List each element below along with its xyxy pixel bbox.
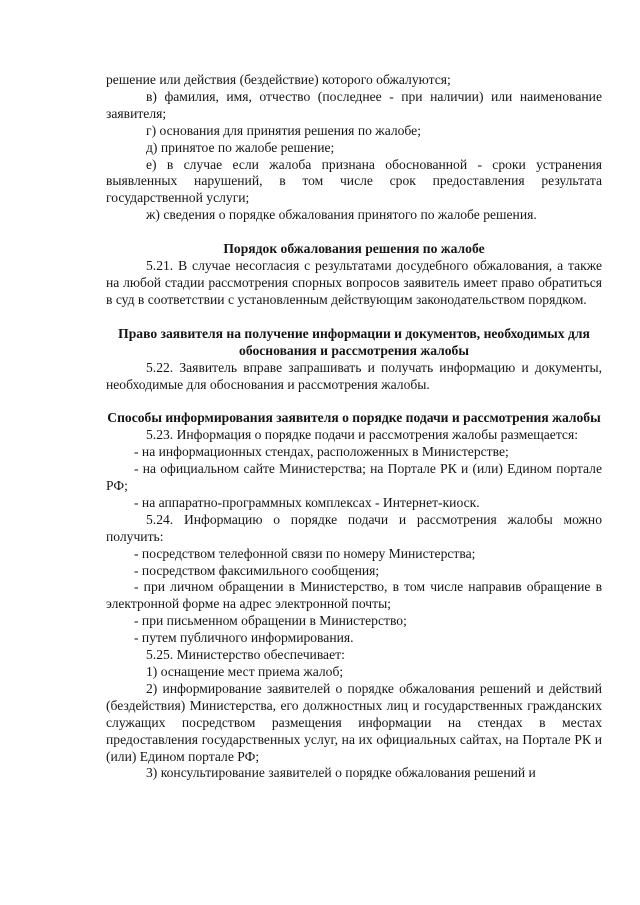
spacer	[106, 224, 602, 241]
paragraph-5-23: 5.23. Информация о порядке подачи и рассмотрения жалобы размещается:	[146, 427, 578, 443]
paragraph-5-25: 5.25. Министерство обеспечивает:	[146, 647, 345, 663]
list-item: - посредством телефонной связи по номеру Министерства;	[134, 545, 476, 561]
intro-item-g: г) основания для принятия решения по жалобе;	[146, 122, 421, 138]
list-item: 3) консультирование заявителей о порядке обжалования решений и	[146, 765, 536, 781]
list-item: - при письменном обращении в Министерство;	[134, 613, 407, 629]
paragraph-5-22: 5.22. Заявитель вправе запрашивать и получать информацию и документы, необходимые для обоснования и рассмотрения жалобы.	[106, 359, 602, 392]
document-page	[106, 72, 602, 782]
intro-line-1: решение или действия (бездействие) которого обжалуются;	[106, 72, 451, 87]
intro-item-e: е) в случае если жалоба признана обоснованной - сроки устранения выявленных нарушений, в том числе срок предоставления результата государственной услуги;	[106, 156, 602, 206]
intro-item-v: в) фамилия, имя, отчество (последнее - при наличии) или наименование заявителя;	[106, 88, 602, 121]
spacer	[106, 309, 602, 326]
paragraph-5-21: 5.21. В случае несогласия с результатами досудебного обжалования, а также на любой стадии рассмотрения спорных вопросов заявитель имеет право обратиться в суд в соответствии с установленным действующим законодательством порядком.	[106, 258, 602, 307]
section-heading-informing: Способы информирования заявителя о порядке подачи и рассмотрения жалобы	[107, 410, 601, 426]
spacer	[106, 393, 602, 410]
section-heading-appeal: Порядок обжалования решения по жалобе	[223, 241, 485, 257]
list-item: 2) информирование заявителей о порядке обжалования решений и действий (бездействия) Министерства, его должностных лиц и государственных гражданских служащих посредством размещения информации на стендах в местах предоставления государственных услуг, на их официальных сайтах, на Портале РК и (или) Едином портале РФ;	[106, 680, 602, 764]
list-item: - на официальном сайте Министерства; на Портале РК и (или) Едином портале РФ;	[106, 461, 602, 494]
intro-item-zh: ж) сведения о порядке обжалования принятого по жалобе решения.	[146, 207, 537, 223]
section-heading-rights: Право заявителя на получение информации и документов, необходимых для обоснования и рассмотрения жалобы	[118, 325, 590, 358]
list-item: - при личном обращении в Министерство, в том числе направив обращение в электронной форме на адрес электронной почты;	[106, 579, 602, 612]
list-item: - на аппаратно-программных комплексах - Интернет-киоск.	[134, 494, 480, 510]
list-item: - на информационных стендах, расположенных в Министерстве;	[134, 444, 509, 460]
paragraph-5-24: 5.24. Информацию о порядке подачи и рассмотрения жалобы можно получить:	[106, 511, 602, 544]
list-item: 1) оснащение мест приема жалоб;	[146, 664, 344, 679]
intro-item-d: д) принятое по жалобе решение;	[146, 139, 335, 155]
list-item: - путем публичного информирования.	[134, 630, 354, 646]
list-item: - посредством факсимильного сообщения;	[134, 562, 380, 578]
